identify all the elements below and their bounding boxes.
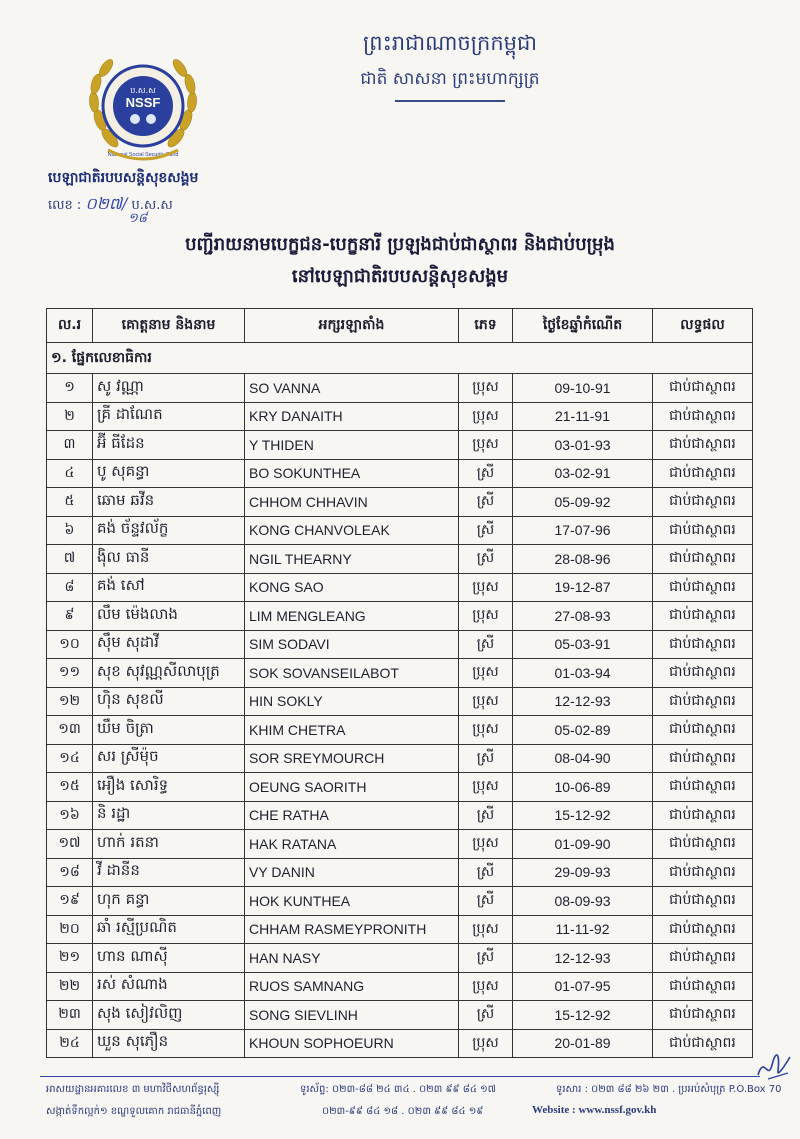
reference-label: លេខ : xyxy=(48,198,82,213)
cell-date-of-birth: 05-03-91 xyxy=(513,630,653,659)
cell-khmer-name: សូ វណ្ណា xyxy=(93,374,245,403)
table-row xyxy=(47,744,753,773)
cell-date-of-birth: 03-02-91 xyxy=(513,459,653,488)
cell-sex: ប្រុស xyxy=(459,716,513,745)
table-row xyxy=(47,516,753,545)
cell-latin-name: KONG SAO xyxy=(245,573,459,602)
cell-sex: ស្រី xyxy=(459,459,513,488)
cell-result: ជាប់ជាស្ថាពរ xyxy=(653,1029,753,1058)
cell-khmer-name: លឹម ម៉េងលាង xyxy=(93,602,245,631)
cell-result: ជាប់ជាស្ថាពរ xyxy=(653,516,753,545)
table-row xyxy=(47,830,753,859)
cell-latin-name: CHE RATHA xyxy=(245,801,459,830)
cell-result: ជាប់ជាស្ថាពរ xyxy=(653,744,753,773)
cell-latin-name: KHOUN SOPHOEURN xyxy=(245,1029,459,1058)
cell-sex: ប្រុស xyxy=(459,915,513,944)
table-row xyxy=(47,887,753,916)
cell-result: ជាប់ជាស្ថាពរ xyxy=(653,773,753,802)
cell-khmer-name: ឆោម ឆវីន xyxy=(93,488,245,517)
cell-sex: ប្រុស xyxy=(459,402,513,431)
cell-row-number: ១៥ xyxy=(47,773,93,802)
column-header-sex: ភេទ xyxy=(459,309,513,343)
cell-sex: ស្រី xyxy=(459,1001,513,1030)
cell-sex: ស្រី xyxy=(459,488,513,517)
cell-date-of-birth: 03-01-93 xyxy=(513,431,653,460)
cell-latin-name: Y THIDEN xyxy=(245,431,459,460)
cell-sex: ប្រុស xyxy=(459,602,513,631)
cell-result: ជាប់ជាស្ថាពរ xyxy=(653,545,753,574)
cell-row-number: ៧ xyxy=(47,545,93,574)
cell-sex: ប្រុស xyxy=(459,687,513,716)
cell-latin-name: HOK KUNTHEA xyxy=(245,887,459,916)
cell-khmer-name: សរ ស្រីម៉ុច xyxy=(93,744,245,773)
cell-row-number: ១០ xyxy=(47,630,93,659)
logo-brand-text: NSSF xyxy=(125,95,161,110)
cell-row-number: ១១ xyxy=(47,659,93,688)
motto-divider xyxy=(395,100,505,102)
table-row xyxy=(47,858,753,887)
table-row xyxy=(47,944,753,973)
cell-khmer-name: សុខ សុវណ្ណសីលាបុត្រ xyxy=(93,659,245,688)
footer-website-link[interactable]: Website : www.nssf.gov.kh xyxy=(532,1104,657,1116)
cell-date-of-birth: 05-02-89 xyxy=(513,716,653,745)
cell-result: ជាប់ជាស្ថាពរ xyxy=(653,887,753,916)
cell-date-of-birth: 12-12-93 xyxy=(513,687,653,716)
cell-row-number: ២៣ xyxy=(47,1001,93,1030)
cell-sex: ប្រុស xyxy=(459,773,513,802)
cell-row-number: ៤ xyxy=(47,459,93,488)
cell-row-number: ៥ xyxy=(47,488,93,517)
cell-date-of-birth: 01-09-90 xyxy=(513,830,653,859)
cell-latin-name: OEUNG SAORITH xyxy=(245,773,459,802)
cell-khmer-name: ង៉ិល ធានី xyxy=(93,545,245,574)
cell-latin-name: RUOS SAMNANG xyxy=(245,972,459,1001)
cell-date-of-birth: 15-12-92 xyxy=(513,1001,653,1030)
table-row xyxy=(47,915,753,944)
cell-date-of-birth: 08-04-90 xyxy=(513,744,653,773)
signature-mark xyxy=(754,1045,794,1085)
cell-latin-name: HAN NASY xyxy=(245,944,459,973)
cell-row-number: ១៧ xyxy=(47,830,93,859)
footer-address-line2: សង្កាត់ទឹកល្អក់១ ខណ្ឌទួលគោក រាជធានីភ្នំពេញ xyxy=(46,1106,222,1117)
logo-ring-text: National Social Security Fund xyxy=(107,152,179,158)
nssf-logo xyxy=(78,50,208,175)
table-row xyxy=(47,545,753,574)
cell-row-number: ១៨ xyxy=(47,858,93,887)
table-row xyxy=(47,488,753,517)
cell-row-number: ៨ xyxy=(47,573,93,602)
column-header-result: លទ្ធផល xyxy=(653,309,753,343)
cell-row-number: ១ xyxy=(47,374,93,403)
cell-date-of-birth: 15-12-92 xyxy=(513,801,653,830)
footer-address-line1: អាសយដ្ឋានអគារលេខ ៣ មហាវិថីសហព័ន្ធរុស្ស៊ី xyxy=(46,1084,220,1095)
table-row xyxy=(47,1001,753,1030)
reference-line xyxy=(48,193,288,217)
cell-khmer-name: គង់ សៅ xyxy=(93,573,245,602)
cell-row-number: ២១ xyxy=(47,944,93,973)
cell-latin-name: KRY DANAITH xyxy=(245,402,459,431)
footer-fax-line: ទូរសារ : ០២៣ ៨៨ ២៦ ២៣ . ប្រអប់សំបុត្រ P.O.Box 70 xyxy=(556,1084,782,1095)
column-header-dob: ថ្ងៃខែឆ្នាំកំណើត xyxy=(513,309,653,343)
cell-latin-name: SOR SREYMOURCH xyxy=(245,744,459,773)
cell-khmer-name: ហាន ណាស៊ី xyxy=(93,944,245,973)
table-row xyxy=(47,374,753,403)
cell-latin-name: SIM SODAVI xyxy=(245,630,459,659)
cell-sex: ប្រុស xyxy=(459,830,513,859)
document-title: បញ្ជីរាយនាមបេក្ខជន-បេក្ខនារី ប្រឡងជាប់ជាស្ថាពរ និងជាប់បម្រុង xyxy=(185,234,615,255)
reference-subnumber: ១៨ xyxy=(128,211,148,226)
table-row xyxy=(47,602,753,631)
cell-result: ជាប់ជាស្ថាពរ xyxy=(653,716,753,745)
table-row xyxy=(47,1029,753,1058)
cell-latin-name: KHIM CHETRA xyxy=(245,716,459,745)
cell-result: ជាប់ជាស្ថាពរ xyxy=(653,459,753,488)
cell-row-number: ១៣ xyxy=(47,716,93,745)
cell-date-of-birth: 11-11-92 xyxy=(513,915,653,944)
cell-latin-name: SOK SOVANSEILABOT xyxy=(245,659,459,688)
cell-result: ជាប់ជាស្ថាពរ xyxy=(653,972,753,1001)
cell-row-number: ២២ xyxy=(47,972,93,1001)
reference-suffix: ប.ស.ស xyxy=(131,198,173,213)
cell-result: ជាប់ជាស្ថាពរ xyxy=(653,488,753,517)
cell-result: ជាប់ជាស្ថាពរ xyxy=(653,858,753,887)
cell-khmer-name: ឃួន សុភឿន xyxy=(93,1029,245,1058)
cell-result: ជាប់ជាស្ថាពរ xyxy=(653,801,753,830)
cell-result: ជាប់ជាស្ថាពរ xyxy=(653,687,753,716)
table-row xyxy=(47,716,753,745)
cell-khmer-name: គង់ ច័ន្ទវល័ក្ខ xyxy=(93,516,245,545)
cell-latin-name: LIM MENGLEANG xyxy=(245,602,459,631)
national-motto: ជាតិ សាសនា ព្រះមហាក្សត្រ xyxy=(360,69,540,89)
column-header-name: គោត្តនាម និងនាម xyxy=(93,309,245,343)
document-subtitle: នៅបេឡាជាតិរបបសន្តិសុខសង្គម xyxy=(291,266,509,287)
cell-date-of-birth: 19-12-87 xyxy=(513,573,653,602)
cell-row-number: ៣ xyxy=(47,431,93,460)
cell-date-of-birth: 20-01-89 xyxy=(513,1029,653,1058)
organization-name: បេឡាជាតិរបបសន្តិសុខសង្គម xyxy=(48,170,199,186)
cell-sex: ប្រុស xyxy=(459,1029,513,1058)
table-row xyxy=(47,687,753,716)
cell-result: ជាប់ជាស្ថាពរ xyxy=(653,602,753,631)
table-row xyxy=(47,630,753,659)
cell-result: ជាប់ជាស្ថាពរ xyxy=(653,659,753,688)
cell-row-number: ៩ xyxy=(47,602,93,631)
cell-result: ជាប់ជាស្ថាពរ xyxy=(653,374,753,403)
cell-date-of-birth: 27-08-93 xyxy=(513,602,653,631)
cell-row-number: ១៩ xyxy=(47,887,93,916)
cell-latin-name: VY DANIN xyxy=(245,858,459,887)
cell-row-number: ២៤ xyxy=(47,1029,93,1058)
cell-row-number: ២ xyxy=(47,402,93,431)
cell-khmer-name: និ រដ្ឋា xyxy=(93,801,245,830)
cell-sex: ប្រុស xyxy=(459,972,513,1001)
cell-result: ជាប់ជាស្ថាពរ xyxy=(653,573,753,602)
cell-khmer-name: ហុក គន្ធា xyxy=(93,887,245,916)
footer-phone-line2: ០២៣-៩៩ ៨៤ ១៨ . ០២៣ ៩៩ ៨៤ ១៩ xyxy=(322,1106,484,1117)
cell-khmer-name: ហាក់ រតនា xyxy=(93,830,245,859)
cell-row-number: ៦ xyxy=(47,516,93,545)
cell-date-of-birth: 21-11-91 xyxy=(513,402,653,431)
table-row xyxy=(47,972,753,1001)
footer-divider xyxy=(40,1076,760,1077)
cell-result: ជាប់ជាស្ថាពរ xyxy=(653,915,753,944)
cell-result: ជាប់ជាស្ថាពរ xyxy=(653,431,753,460)
cell-khmer-name: ហ៊ិន សុខលី xyxy=(93,687,245,716)
cell-date-of-birth: 08-09-93 xyxy=(513,887,653,916)
cell-khmer-name: ស៊ឹម សុដាវី xyxy=(93,630,245,659)
cell-khmer-name: អ៊ី ធីដែន xyxy=(93,431,245,460)
column-header-latin: អក្សរឡាតាំង xyxy=(245,309,459,343)
cell-date-of-birth: 01-03-94 xyxy=(513,659,653,688)
cell-sex: ស្រី xyxy=(459,744,513,773)
kingdom-heading: ព្រះរាជាណាចក្រកម្ពុជា xyxy=(362,31,537,55)
cell-date-of-birth: 05-09-92 xyxy=(513,488,653,517)
logo-top-text: ប.ស.ស xyxy=(130,86,156,95)
cell-sex: ស្រី xyxy=(459,887,513,916)
cell-row-number: ២០ xyxy=(47,915,93,944)
table-row xyxy=(47,659,753,688)
cell-row-number: ១២ xyxy=(47,687,93,716)
cell-khmer-name: អឿង សោរិទ្ធ xyxy=(93,773,245,802)
cell-date-of-birth: 29-09-93 xyxy=(513,858,653,887)
table-row xyxy=(47,459,753,488)
cell-latin-name: SO VANNA xyxy=(245,374,459,403)
cell-khmer-name: ឆាំ រស្មីប្រណិត xyxy=(93,915,245,944)
column-header-no: ល.រ xyxy=(47,309,93,343)
cell-result: ជាប់ជាស្ថាពរ xyxy=(653,402,753,431)
footer-phone-line1: ទូរស័ព្ទ: ០២៣-៨៨ ២៤ ៣៤ . ០២៣ ៩៩ ៨៤ ១៧ xyxy=(300,1084,496,1095)
cell-latin-name: BO SOKUNTHEA xyxy=(245,459,459,488)
section-row xyxy=(47,343,753,374)
table-row xyxy=(47,431,753,460)
cell-date-of-birth: 17-07-96 xyxy=(513,516,653,545)
cell-latin-name: CHHOM CHHAVIN xyxy=(245,488,459,517)
cell-khmer-name: រស់ សំណាង xyxy=(93,972,245,1001)
cell-date-of-birth: 12-12-93 xyxy=(513,944,653,973)
cell-khmer-name: ឃឹម ចិត្រា xyxy=(93,716,245,745)
reference-number: ០២៧/ xyxy=(85,194,128,213)
table-row xyxy=(47,402,753,431)
section-title: ១. ផ្នែកលេខាធិការ xyxy=(47,343,753,374)
cell-sex: ស្រី xyxy=(459,516,513,545)
cell-result: ជាប់ជាស្ថាពរ xyxy=(653,1001,753,1030)
cell-latin-name: CHHAM RASMEYPRONITH xyxy=(245,915,459,944)
cell-sex: ប្រុស xyxy=(459,431,513,460)
cell-date-of-birth: 10-06-89 xyxy=(513,773,653,802)
cell-latin-name: KONG CHANVOLEAK xyxy=(245,516,459,545)
cell-sex: ស្រី xyxy=(459,801,513,830)
cell-sex: ប្រុស xyxy=(459,374,513,403)
cell-latin-name: NGIL THEARNY xyxy=(245,545,459,574)
cell-sex: ប្រុស xyxy=(459,573,513,602)
cell-khmer-name: គ្រី ដាណែត xyxy=(93,402,245,431)
cell-result: ជាប់ជាស្ថាពរ xyxy=(653,630,753,659)
table-row xyxy=(47,773,753,802)
cell-sex: ស្រី xyxy=(459,944,513,973)
cell-latin-name: HIN SOKLY xyxy=(245,687,459,716)
cell-sex: ប្រុស xyxy=(459,659,513,688)
cell-khmer-name: វី ដានីន xyxy=(93,858,245,887)
table-row xyxy=(47,801,753,830)
cell-row-number: ១៤ xyxy=(47,744,93,773)
cell-date-of-birth: 28-08-96 xyxy=(513,545,653,574)
cell-sex: ស្រី xyxy=(459,630,513,659)
cell-latin-name: SONG SIEVLINH xyxy=(245,1001,459,1030)
cell-latin-name: HAK RATANA xyxy=(245,830,459,859)
cell-sex: ស្រី xyxy=(459,545,513,574)
cell-result: ជាប់ជាស្ថាពរ xyxy=(653,944,753,973)
table-header-row xyxy=(47,309,753,343)
candidate-table xyxy=(46,308,753,1058)
cell-date-of-birth: 09-10-91 xyxy=(513,374,653,403)
cell-khmer-name: សុង សៀវលិញ xyxy=(93,1001,245,1030)
cell-result: ជាប់ជាស្ថាពរ xyxy=(653,830,753,859)
table-row xyxy=(47,573,753,602)
cell-sex: ស្រី xyxy=(459,858,513,887)
cell-date-of-birth: 01-07-95 xyxy=(513,972,653,1001)
cell-khmer-name: បូ សុគន្ធា xyxy=(93,459,245,488)
cell-row-number: ១៦ xyxy=(47,801,93,830)
